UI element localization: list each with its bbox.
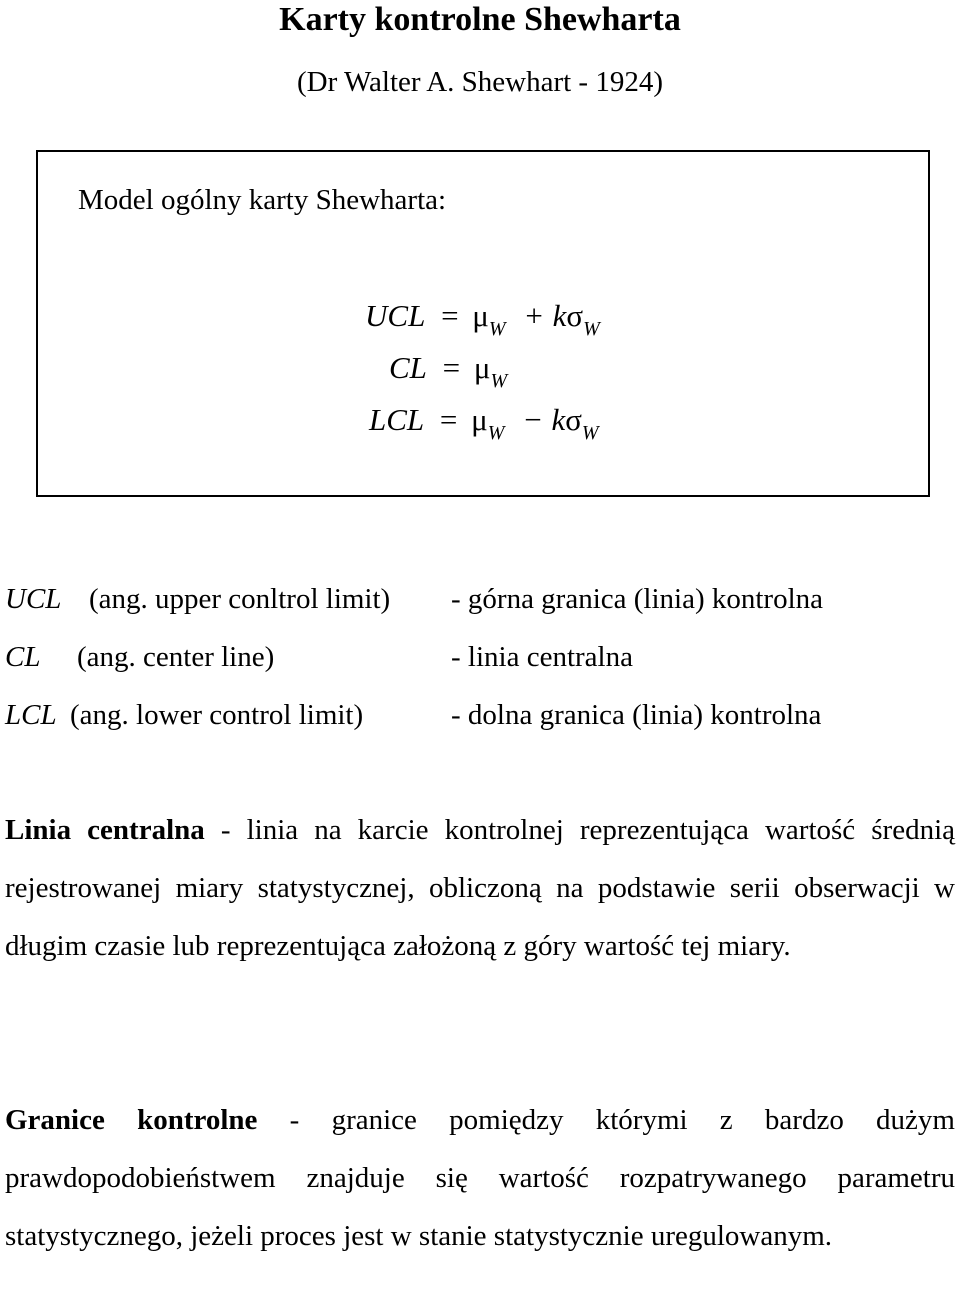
definition-row-lcl (5, 697, 57, 733)
definition-english: (ang. upper conltrol limit) (89, 583, 391, 615)
definition-row-ucl (5, 581, 61, 617)
definition-polish: - linia centralna (451, 641, 633, 673)
definition-polish: - dolna granica (linia) kontrolna (451, 699, 822, 731)
equation-cl (389, 350, 507, 390)
definition-row-cl (5, 639, 40, 675)
equation-mu: μ (472, 298, 489, 333)
equation-ucl (365, 298, 600, 338)
equation-sigma: σ (566, 298, 584, 333)
equation-mu: μ (471, 402, 488, 437)
model-box-heading: Model ogólny karty Shewharta: (78, 184, 447, 216)
equation-mu-subscript: W (488, 318, 506, 340)
page-title: Karty kontrolne Shewharta (279, 1, 681, 38)
paragraph-text: - granice pomiędzy którymi z bardzo dużym prawdopodobieństwem znajduje się wartość rozpatrywanego parametru statystycznego, jeżeli proces jest w stanie statystycznie uregulowanym. (5, 1104, 955, 1252)
equation-sigma: σ (565, 402, 582, 437)
paragraph-term: Linia centralna (5, 814, 205, 846)
equation-operator: + (525, 298, 543, 333)
equation-equals: = (441, 298, 459, 333)
equation-lhs: LCL (369, 402, 425, 437)
definition-abbreviation: CL (5, 641, 41, 673)
equation-sigma-subscript: W (581, 422, 599, 444)
equation-lhs: CL (389, 350, 427, 385)
paragraph-text: - linia na karcie kontrolnej reprezentująca wartość średnią rejestrowanej miary statystycznej, obliczoną na podstawie serii obserwacji w długim czasie lub reprezentująca założoną z góry wartość tej miary. (5, 814, 956, 962)
equation-mu: μ (473, 350, 491, 385)
equation-k: k (552, 298, 567, 333)
equation-mu-subscript: W (487, 422, 505, 444)
definition-english: (ang. center line) (77, 641, 275, 673)
paragraph-term: Granice kontrolne (5, 1104, 258, 1136)
definition-english: (ang. lower control limit) (70, 699, 364, 731)
definition-abbreviation: LCL (5, 699, 57, 731)
equation-k: k (551, 402, 566, 437)
equation-lcl (369, 402, 599, 442)
equation-sigma-subscript: W (583, 318, 600, 340)
equation-mu-subscript: W (490, 370, 508, 392)
equation-equals: = (439, 402, 458, 437)
paragraph-control-limits (5, 1091, 955, 1265)
definition-polish: - górna granica (linia) kontrolna (451, 583, 824, 615)
equation-lhs: UCL (365, 298, 426, 333)
equation-equals: = (442, 350, 461, 385)
equation-operator: − (524, 402, 542, 437)
definition-abbreviation: UCL (5, 583, 62, 615)
page-subtitle: (Dr Walter A. Shewhart - 1924) (297, 66, 663, 98)
paragraph-center-line (5, 801, 955, 975)
